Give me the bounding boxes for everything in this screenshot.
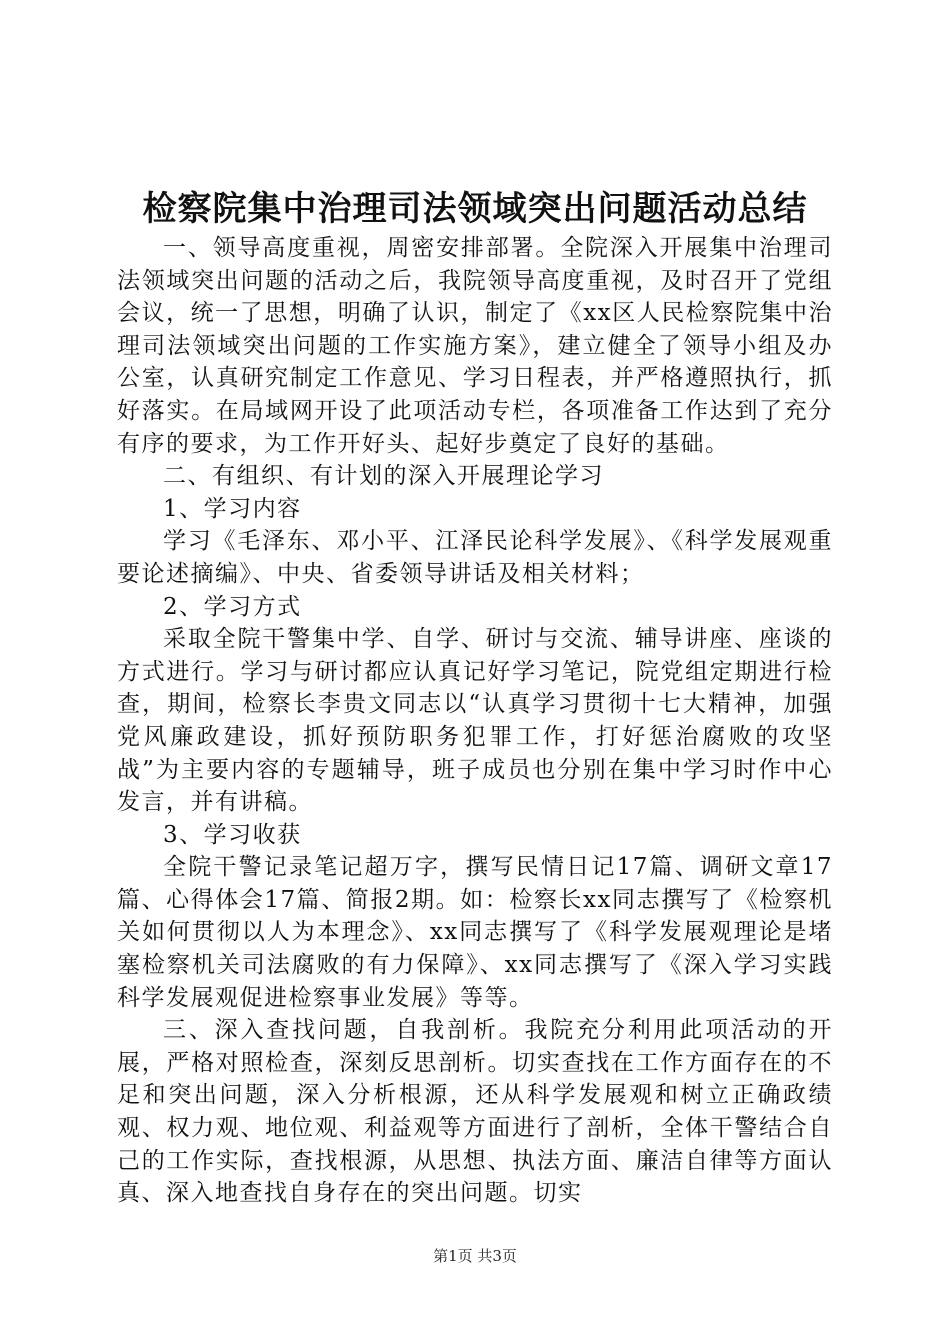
subheading-study-results: 3、学习收获 — [163, 821, 302, 848]
paragraph-study-method: 采取全院干警集中学、自学、研讨与交流、辅导讲座、座谈的方式进行。学习与研讨都应认真记好学习笔记，院党组定期进行检查，期间，检察长李贵文同志以“认真学习贯彻十七大精神，加强党风廉政建设，抓好预防职务犯罪工作，打好惩治腐败的攻坚战”为主要内容的专题辅导，班子成员也分别在集中学习时作中心发言，并有讲稿。 — [117, 626, 833, 816]
paragraph-study-content: 学习《毛泽东、邓小平、江泽民论科学发展》、《科学发展观重要论述摘编》、中央、省委领导讲话及相关材料； — [117, 528, 833, 587]
paragraph-leadership: 一、领导高度重视，周密安排部署。全院深入开展集中治理司法领域突出问题的活动之后，我院领导高度重视，及时召开了党组会议，统一了思想，明确了认识，制定了《xx区人民检察院集中治理司法领域突出问题的工作实施方案》，建立健全了领导小组及办公室，认真研究制定工作意见、学习日程表，并严格遵照执行，抓好落实。在局域网开设了此项活动专栏，各项准备工作达到了充分有序的要求，为工作开好头、起好步奠定了良好的基础。 — [117, 235, 833, 457]
paragraph-study-results: 全院干警记录笔记超万字，撰写民情日记17篇、调研文章17篇、心得体会17篇、简报2期。如：检察长xx同志撰写了《检察机关如何贯彻以人为本理念》、xx同志撰写了《科学发展观理论是堵塞检察机关司法腐败的有力保障》、xx同志撰写了《深入学习实践科学发展观促进检察事业发展》等等。 — [117, 854, 833, 1011]
subheading-study-content: 1、学习内容 — [163, 495, 302, 522]
heading-theory-study: 二、有组织、有计划的深入开展理论学习 — [163, 463, 604, 490]
subheading-study-method: 2、学习方式 — [163, 593, 302, 620]
paragraph-self-analysis: 三、深入查找问题，自我剖析。我院充分利用此项活动的开展，严格对照检查，深刻反思剖析。切实查找在工作方面存在的不足和突出问题，深入分析根源，还从科学发展观和树立正确政绩观、权力观、地位观、利益观等方面进行了剖析，全体干警结合自己的工作实际，查找根源，从思想、执法方面、廉洁自律等方面认真、深入地查找自身存在的突出问题。切实 — [117, 1017, 833, 1207]
document-body — [117, 232, 833, 1210]
document-title: 检察院集中治理司法领域突出问题活动总结 — [142, 189, 808, 229]
page-number-footer: 第1页 共3页 — [433, 1247, 517, 1265]
